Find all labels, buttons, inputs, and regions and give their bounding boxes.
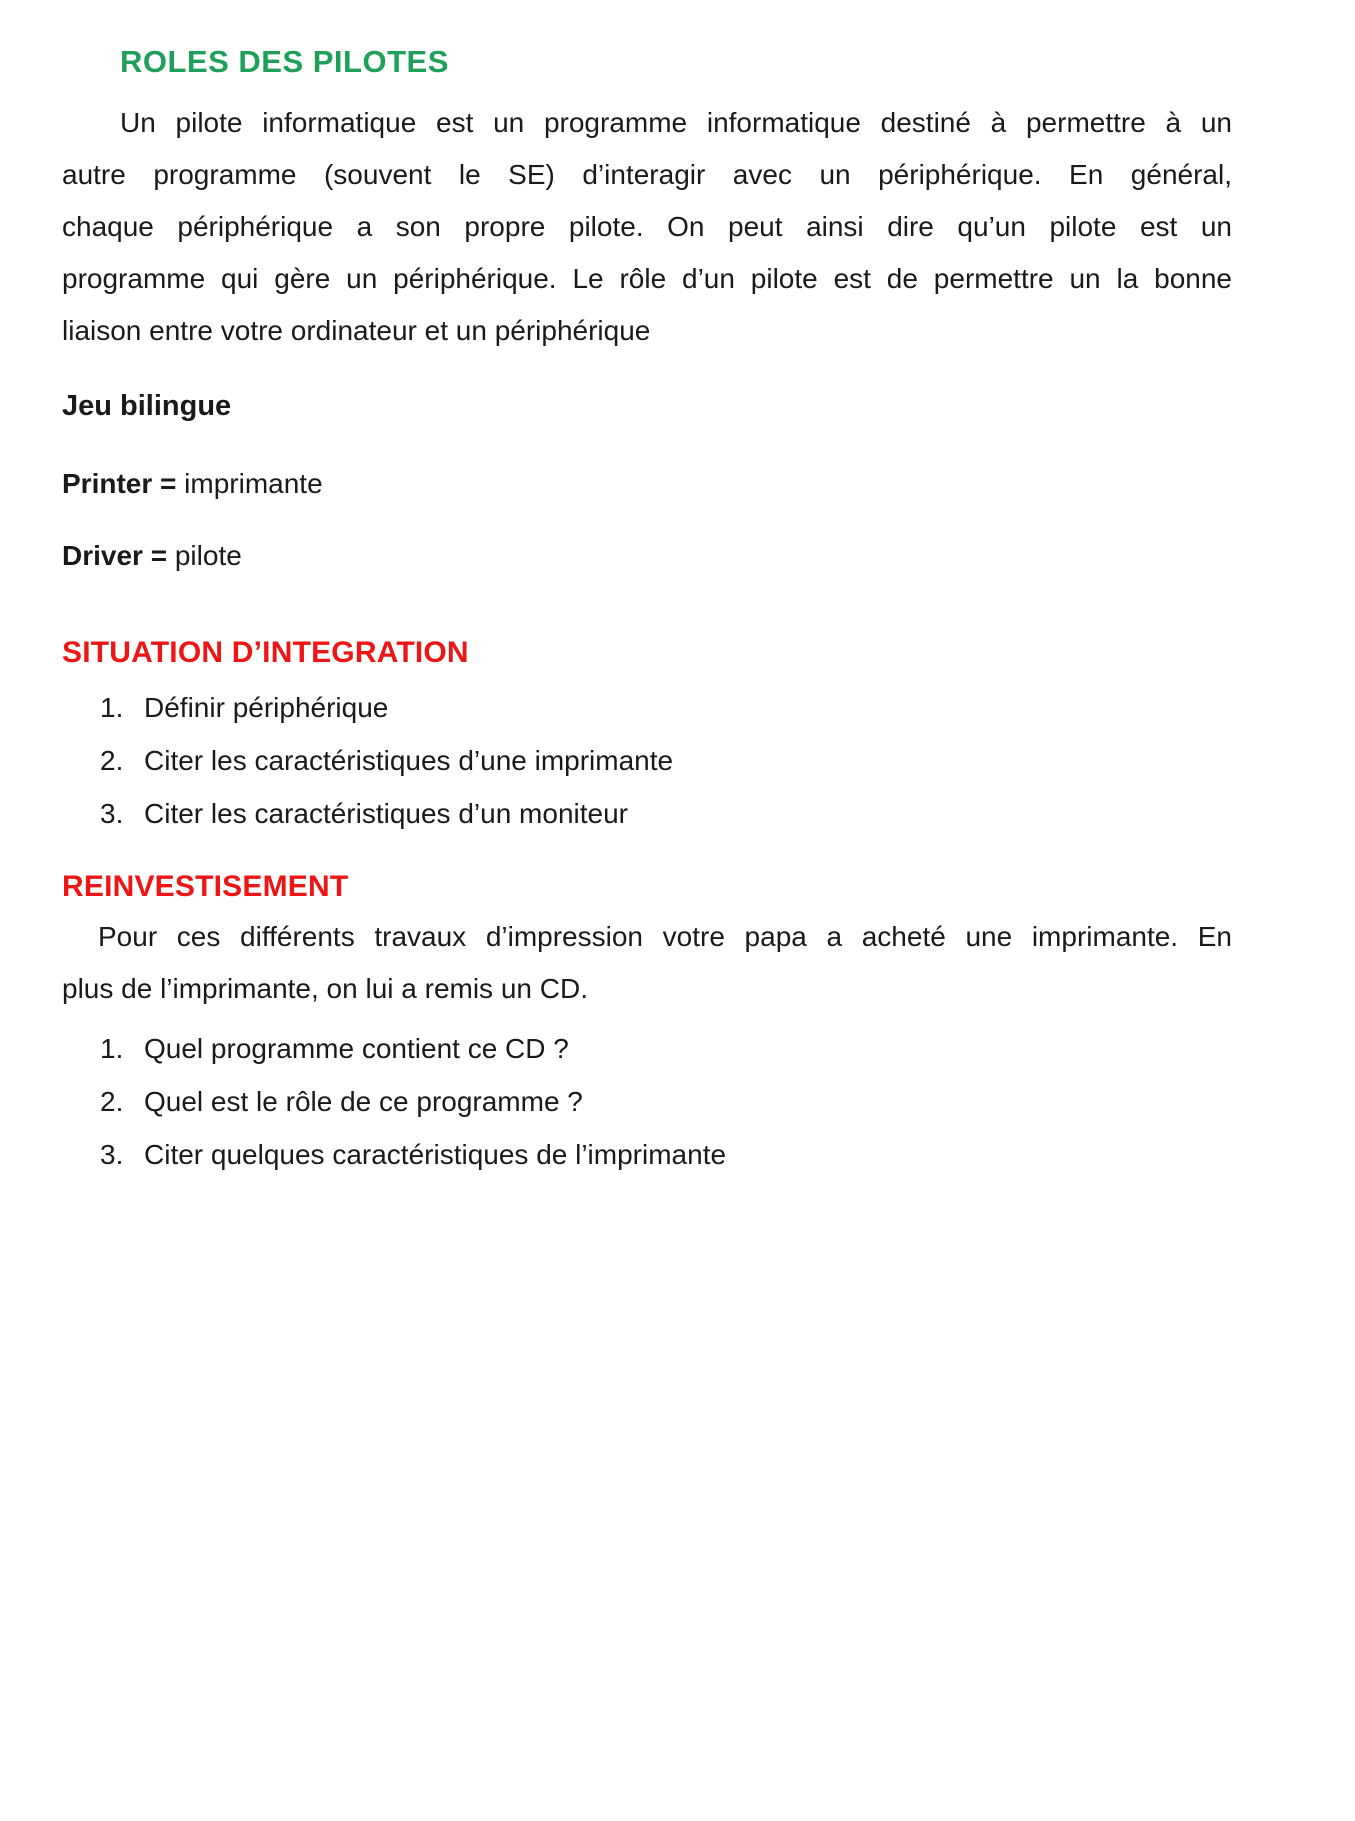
list-item-number: 3. [100,1139,124,1170]
bilingual-term: Driver = [62,540,168,571]
list-item-number: 2. [100,1086,124,1117]
list-item-text: Citer quelques caractéristiques de l’imprimante [144,1139,727,1170]
list-item [62,1022,1232,1075]
reinvestment-paragraph [62,911,1232,1015]
bilingual-term: Printer = [62,468,177,499]
paragraph-line: liaison entre votre ordinateur et un périphérique [62,315,651,346]
list-item-text: Citer les caractéristiques d’un moniteur [144,798,628,829]
bilingual-translation: imprimante [184,468,323,499]
list-item-number: 3. [100,798,124,829]
list-item [62,681,1232,734]
list-item [62,1128,1232,1181]
bilingual-entry-printer [62,468,1232,500]
paragraph-line: Pour ces différents travaux d’impression votre papa a acheté une imprimante. En [98,921,1232,952]
list-item [62,787,1232,840]
list-item-number: 2. [100,745,124,776]
list-item-number: 1. [100,692,124,723]
integration-list [62,681,1232,840]
paragraph-line: chaque périphérique a son propre pilote. On peut ainsi dire qu’un pilote est un [62,211,1232,242]
paragraph-line: autre programme (souvent le SE) d’interagir avec un périphérique. En général, [62,159,1232,190]
bilingual-entry-driver [62,540,1232,572]
paragraph-line: programme qui gère un périphérique. Le rôle d’un pilote est de permettre un la bonne [62,263,1232,294]
paragraph-line: Un pilote informatique est un programme informatique destiné à permettre à un [120,107,1232,138]
bilingual-translation: pilote [174,540,242,571]
list-item-text: Quel est le rôle de ce programme ? [144,1086,583,1117]
list-item-text: Citer les caractéristiques d’une imprimante [144,745,674,776]
bilingual-game-heading: Jeu bilingue [62,390,232,422]
list-item-number: 1. [100,1033,124,1064]
paragraph-line: plus de l’imprimante, on lui a remis un CD. [62,973,588,1004]
list-item-text: Définir périphérique [144,692,389,723]
intro-paragraph [62,97,1232,357]
page-title: ROLES DES PILOTES [120,44,449,79]
integration-heading: SITUATION D’INTEGRATION [62,636,469,669]
list-item [62,1075,1232,1128]
list-item [62,734,1232,787]
reinvestment-heading: REINVESTISEMENT [62,870,349,903]
reinvestment-list [62,1022,1232,1181]
list-item-text: Quel programme contient ce CD ? [144,1033,569,1064]
